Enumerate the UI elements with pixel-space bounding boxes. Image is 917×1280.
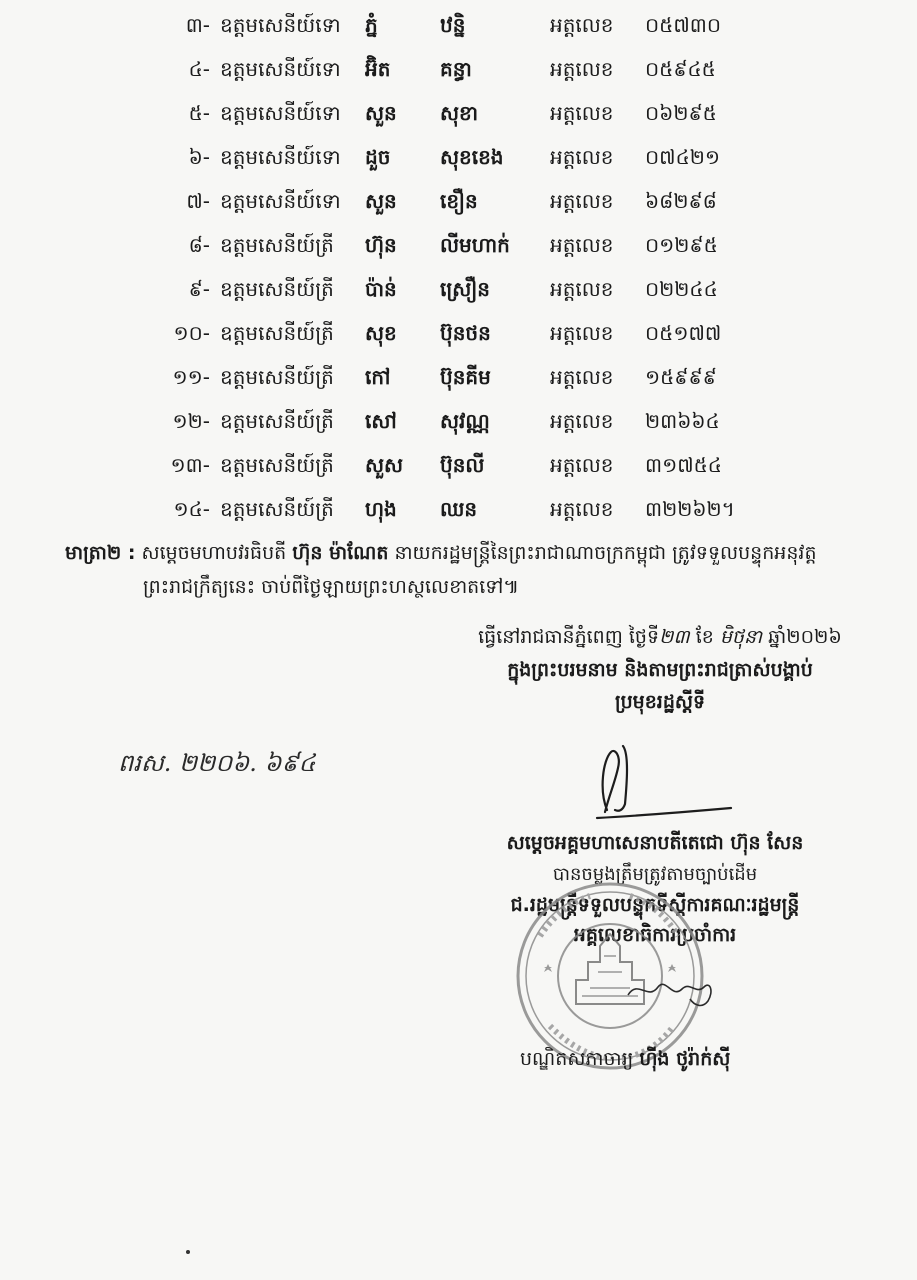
id-label: អត្តលេខ (550, 145, 614, 169)
id-number: ០៥១៧៧ (645, 321, 722, 345)
family-name: ភ្នំ (365, 13, 378, 37)
rank: ឧត្តមសេនីយ៍ត្រី (220, 497, 334, 521)
family-name: សៅ (365, 409, 397, 433)
family-name: អ៊ិត (365, 57, 391, 81)
initials-scribble (624, 965, 719, 1015)
rank: ឧត្តមសេនីយ៍ទោ (220, 13, 341, 37)
id-label: អត្តលេខ (550, 453, 614, 477)
row-number: ៦- (188, 145, 210, 169)
id-number: ១៥៩៩៩ (645, 365, 717, 389)
id-number: ០៥៩៤៥ (645, 57, 716, 81)
roster-row (0, 443, 917, 487)
row-number: ៥- (188, 101, 210, 125)
row-number: ១៣- (170, 453, 210, 477)
row-number: ១០- (173, 321, 210, 345)
given-name: ប៊ុនថន (440, 321, 491, 345)
id-number: ៣២២៦២។ (645, 497, 735, 521)
rank: ឧត្តមសេនីយ៍ទោ (220, 189, 341, 213)
id-number: ២៣៦៦៤ (645, 409, 720, 433)
family-name: ហ៊ុន (365, 233, 397, 257)
place-date (430, 620, 890, 654)
row-number: ៨- (188, 233, 210, 257)
id-label: អត្តលេខ (550, 409, 614, 433)
office-line-2: អគ្គលេខាធិការប្រចាំការ (573, 924, 737, 946)
id-label: អត្តលេខ (550, 497, 614, 521)
certifier-name: ហ៊ីង ថូរ៉ាក់ស៊ី (639, 1048, 731, 1070)
certifier-title: បណ្ឌិតសភាចារ្យ (520, 1048, 634, 1070)
roster-row (0, 311, 917, 355)
issuer-line-1: ក្នុងព្រះបរមនាម និងតាមព្រះរាជត្រាស់បង្គាប់ (507, 659, 813, 681)
row-number: ៩- (188, 277, 210, 301)
given-name: ស្រឿន (440, 277, 490, 301)
registry-note: ពរស. ២២០៦. ៦៩៤ (118, 749, 316, 777)
id-number: ០៧៤២១ (645, 145, 720, 169)
signatory-name: សម្តេចអគ្គមហាសេនាបតីតេជោ ហ៊ុន សែន (506, 832, 804, 854)
family-name: សួស (365, 453, 404, 477)
id-number: ៣១៧៥៤ (645, 453, 722, 477)
article-2-line-2: ព្រះរាជក្រឹត្យនេះ ចាប់ពីថ្ងៃឡាយព្រះហស្ថលេខាតទៅ៕ (143, 576, 520, 598)
rank: ឧត្តមសេនីយ៍ទោ (220, 145, 341, 169)
roster-row (0, 223, 917, 267)
id-label: អត្តលេខ (550, 57, 614, 81)
roster-row (0, 399, 917, 443)
id-label: អត្តលេខ (550, 13, 614, 37)
rank: ឧត្តមសេនីយ៍ត្រី (220, 409, 334, 433)
day-handwritten: ២៣ (659, 626, 690, 648)
place-prefix: ធ្វើនៅរាជធានីភ្នំពេញ ថ្ងៃទី (478, 626, 660, 648)
roster-row (0, 267, 917, 311)
article-2-heading: មាត្រា២ : (65, 542, 136, 564)
rank: ឧត្តមសេនីយ៍ត្រី (220, 453, 334, 477)
signature-graphic (585, 738, 735, 828)
office-line-1: ជ.រដ្ឋមន្ត្រីទទួលបន្ទុកទីស្តីការគណៈរដ្ឋមន្ត្រី (510, 894, 800, 916)
pm-name: ហ៊ុន ម៉ាណែត (292, 542, 389, 564)
year: ឆ្នាំ២០២៦ (768, 626, 842, 648)
given-name: ប៊ុនលី (440, 453, 485, 477)
roster-row (0, 487, 917, 531)
family-name: ហុង (365, 497, 397, 521)
rank: ឧត្តមសេនីយ៍ត្រី (220, 321, 334, 345)
row-number: ១៤- (173, 497, 210, 521)
given-name: ខឿន (440, 189, 478, 213)
given-name: គន្ធា (440, 57, 472, 81)
family-name: ដួច (365, 145, 391, 169)
rank: ឧត្តមសេនីយ៍ត្រី (220, 277, 334, 301)
family-name: កៅ (365, 365, 391, 389)
given-name: ឋន្និ (440, 13, 466, 37)
roster-row (0, 355, 917, 399)
article-2 (65, 536, 865, 604)
row-number: ១២- (172, 409, 210, 433)
row-number: ១១- (172, 365, 210, 389)
given-name: ប៊ុនគីម (440, 365, 491, 389)
rank: ឧត្តមសេនីយ៍ទោ (220, 101, 341, 125)
given-name: សុខខេង (440, 145, 504, 169)
month-handwritten: មិថុនា (719, 626, 763, 648)
family-name: សួន (365, 101, 397, 125)
id-number: ០១២៩៥ (645, 233, 718, 257)
id-label: អត្តលេខ (550, 101, 614, 125)
roster-row (0, 3, 917, 47)
certified-copy-note: បានចម្លងត្រឹមត្រូវតាមច្បាប់ដើម (552, 864, 758, 885)
id-label: អត្តលេខ (550, 365, 614, 389)
family-name: សុខ (365, 321, 397, 345)
row-number: ៧- (186, 189, 210, 213)
id-label: អត្តលេខ (550, 189, 614, 213)
rank: ឧត្តមសេនីយ៍ត្រី (220, 233, 334, 257)
roster-row (0, 135, 917, 179)
given-name: លីមហាក់ (440, 233, 510, 257)
given-name: ឈន (440, 497, 478, 521)
article-2-text-after: នាយករដ្ឋមន្ត្រីនៃព្រះរាជាណាចក្រកម្ពុជា ត្រូវទទួលបន្ទុកអនុវត្ត (394, 542, 817, 564)
certifier (520, 1042, 730, 1076)
month-prefix: ខែ (695, 626, 714, 648)
roster-row (0, 91, 917, 135)
roster-row (0, 179, 917, 223)
article-2-line-1 (65, 536, 865, 570)
article-2-text-before: សម្តេចមហាបវរធិបតី (141, 542, 287, 564)
closing-block (430, 620, 890, 718)
row-number: ៤- (188, 57, 210, 81)
rank: ឧត្តមសេនីយ៍ត្រី (220, 365, 334, 389)
row-number: ៣- (185, 13, 210, 37)
issuer-line-2: ប្រមុខរដ្ឋស្តីទី (614, 691, 706, 713)
scan-speck (186, 1250, 190, 1254)
given-name: សុវណ្ណ (440, 409, 490, 433)
family-name: សួន (365, 189, 397, 213)
id-number: ០២២៤៤ (645, 277, 718, 301)
rank: ឧត្តមសេនីយ៍ទោ (220, 57, 341, 81)
id-number: ៦៨២៩៨ (645, 189, 717, 213)
given-name: សុខា (440, 101, 479, 125)
id-label: អត្តលេខ (550, 233, 614, 257)
family-name: ប៉ាន់ (365, 277, 397, 301)
roster-row (0, 47, 917, 91)
id-label: អត្តលេខ (550, 277, 614, 301)
id-number: ០៥៧៣០ (645, 13, 721, 37)
id-label: អត្តលេខ (550, 321, 614, 345)
id-number: ០៦២៩៥ (645, 101, 717, 125)
